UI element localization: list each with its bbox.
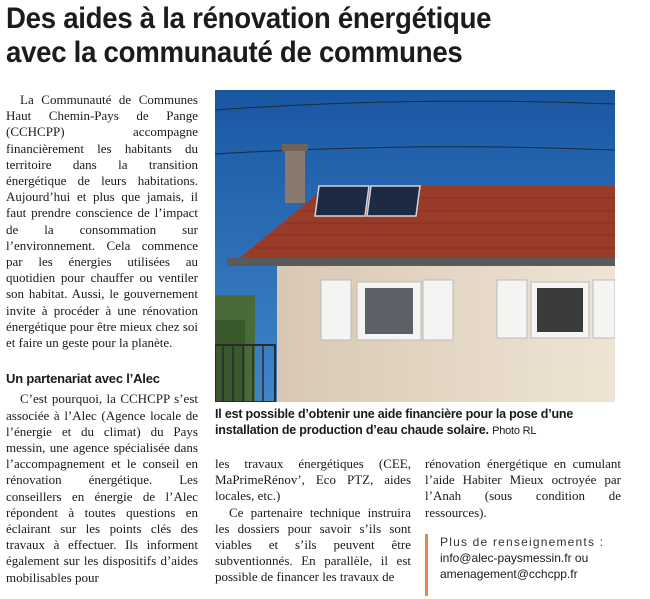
info-email-alec[interactable]: info@alec-paysmessin.fr ou [440,551,589,565]
middle-paragraph-2: Ce partenaire technique instruira les dossiers pour savoir s’ils sont viables et s’ils peuvent être subventionnés. En parallèle, il est possible de financer les travaux de [215,504,411,585]
left-column [6,92,198,586]
article-headline [6,2,595,70]
headline-line-1: Des aides à la rénovation énergétique [6,2,492,35]
caption-text: Il est possible d’obtenir une aide financière pour la pose d’une installation de production d’eau chaude solaire. [215,407,574,437]
intro-paragraph: La Communauté de Communes Haut Chemin-Pays de Pange (CCHCPP) accompagne financièrement les habitants du territoire dans la transition énergétique de leurs habitations. Aujourd’hui et plus que jamais, il faut prendre conscience de l’impact de la consommation sur l’environnement. Cela commence par les énergies utilisées au quotidien pour chauffer ou ventiler son habitat. Aussi, le gouvernement invite à procéder à une rénovation énergétique pour être mieux chez soi et faire un geste pour la planète. [6,92,198,351]
photo-credit: Photo RL [492,425,537,437]
right-column [425,456,621,521]
info-email-cchcpp[interactable]: amenagement@cchcpp.fr [440,567,578,581]
photo-caption [215,406,625,439]
middle-column [215,456,411,586]
info-lead: Plus de renseignements : [440,535,605,549]
solar-house-photo [215,90,615,402]
partnership-paragraph: C’est pourquoi, la CCHCPP s’est associée à l’Alec (Agence locale de l’énergie et du climat) du Pays messin, une agence spécialisée dans l’accompagnement et le conseil en rénovation énergétique. Les conseillers en énergie de l’Alec répondent à toutes questions en éclairant sur les points clés des travaux à effectuer. Ils informent également sur les dispositifs d’aides mobilisables pour [6,391,198,585]
headline-line-2: avec la communauté de communes [6,36,463,69]
info-box [425,534,625,596]
right-paragraph-1: rénovation énergétique en cumulant l’aide Habiter Mieux octroyée par l’Anah (sous condition de ressources). [425,456,621,520]
section-subheading: Un partenariat avec l’Alec [6,371,160,387]
middle-paragraph-1: les travaux énergétiques (CEE, MaPrimeRénov’, Eco PTZ, aides locales, etc.) [215,456,411,504]
